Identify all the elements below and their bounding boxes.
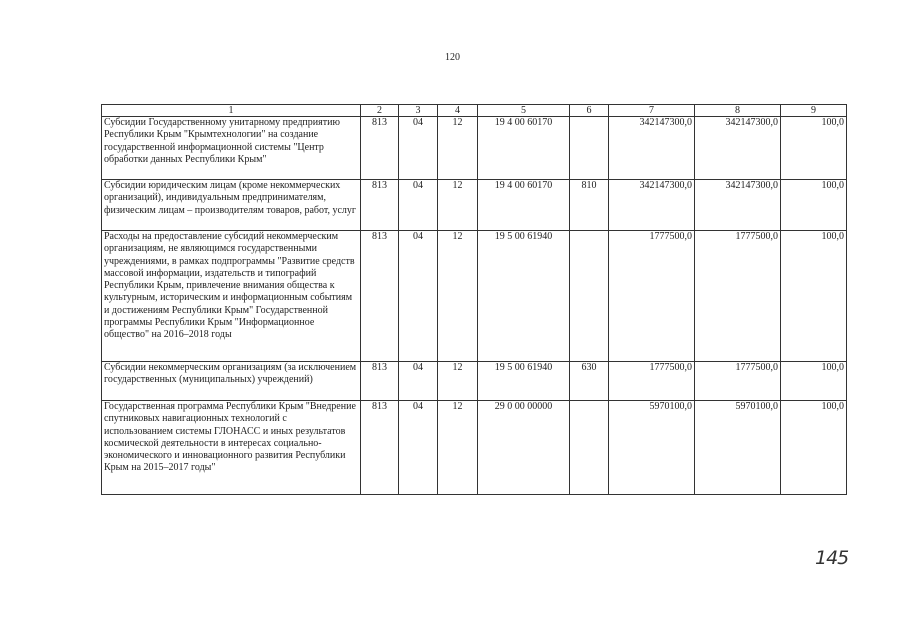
cell-subsection: 12 (438, 117, 478, 180)
column-header: 6 (570, 105, 609, 117)
cell-target-article: 19 4 00 60170 (478, 117, 570, 180)
cell-expense-type: 810 (570, 180, 609, 231)
budget-table (101, 104, 847, 495)
cell-percent: 100,0 (781, 231, 847, 362)
row-name: Субсидии Государственному унитарному предприятию Республики Крым "Крымтехнологии" на создание государственной информационной системы "Центр обработки данных Республики Крым" (102, 117, 361, 180)
cell-target-article: 29 0 00 00000 (478, 401, 570, 495)
column-header: 1 (102, 105, 361, 117)
row-name: Расходы на предоставление субсидий некоммерческим организациям, не являющимся государственными учреждениями, в рамках подпрограммы "Развитие средств массовой информации, издательств и типографий Республики Крым, привлечение внимания общества к культурным, историческим и информационным событиям и достижениям Республики Крым" Государственной программы Республики Крым "Информационное общество" на 2016–2018 годы (102, 231, 361, 362)
page-number: 120 (445, 52, 460, 63)
column-header: 9 (781, 105, 847, 117)
cell-amount-8: 342147300,0 (695, 180, 781, 231)
cell-target-article: 19 4 00 60170 (478, 180, 570, 231)
cell-amount-8: 1777500,0 (695, 231, 781, 362)
cell-ministry: 813 (361, 231, 399, 362)
cell-amount-8: 1777500,0 (695, 362, 781, 401)
cell-amount-8: 5970100,0 (695, 401, 781, 495)
cell-amount-7: 342147300,0 (609, 117, 695, 180)
table-row (102, 362, 847, 401)
cell-expense-type (570, 231, 609, 362)
cell-subsection: 12 (438, 231, 478, 362)
column-header: 3 (399, 105, 438, 117)
table-row (102, 401, 847, 495)
cell-expense-type (570, 401, 609, 495)
cell-section: 04 (399, 231, 438, 362)
table-row (102, 180, 847, 231)
cell-expense-type: 630 (570, 362, 609, 401)
cell-section: 04 (399, 362, 438, 401)
cell-amount-7: 1777500,0 (609, 231, 695, 362)
cell-subsection: 12 (438, 401, 478, 495)
cell-section: 04 (399, 401, 438, 495)
table-header-row (102, 105, 847, 117)
cell-ministry: 813 (361, 117, 399, 180)
cell-subsection: 12 (438, 362, 478, 401)
row-name: Государственная программа Республики Крым "Внедрение спутниковых навигационных технологий с использованием системы ГЛОНАСС и иных результатов космической деятельности в интересах социально-экономического и инновационного развития Республики Крым на 2015–2017 годы" (102, 401, 361, 495)
cell-percent: 100,0 (781, 401, 847, 495)
table-row (102, 117, 847, 180)
cell-section: 04 (399, 180, 438, 231)
cell-target-article: 19 5 00 61940 (478, 362, 570, 401)
column-header: 5 (478, 105, 570, 117)
cell-amount-8: 342147300,0 (695, 117, 781, 180)
column-header: 7 (609, 105, 695, 117)
cell-amount-7: 342147300,0 (609, 180, 695, 231)
cell-ministry: 813 (361, 401, 399, 495)
cell-target-article: 19 5 00 61940 (478, 231, 570, 362)
cell-percent: 100,0 (781, 180, 847, 231)
cell-amount-7: 5970100,0 (609, 401, 695, 495)
cell-percent: 100,0 (781, 117, 847, 180)
cell-amount-7: 1777500,0 (609, 362, 695, 401)
cell-section: 04 (399, 117, 438, 180)
cell-ministry: 813 (361, 362, 399, 401)
row-name: Субсидии юридическим лицам (кроме некоммерческих организаций), индивидуальным предпринимателям, физическим лицам – производителям товаров, работ, услуг (102, 180, 361, 231)
column-header: 4 (438, 105, 478, 117)
cell-percent: 100,0 (781, 362, 847, 401)
handwritten-page-number: 145 (815, 547, 849, 569)
row-name: Субсидии некоммерческим организациям (за исключением государственных (муниципальных) учреждений) (102, 362, 361, 401)
cell-subsection: 12 (438, 180, 478, 231)
cell-ministry: 813 (361, 180, 399, 231)
column-header: 2 (361, 105, 399, 117)
column-header: 8 (695, 105, 781, 117)
cell-expense-type (570, 117, 609, 180)
table-row (102, 231, 847, 362)
